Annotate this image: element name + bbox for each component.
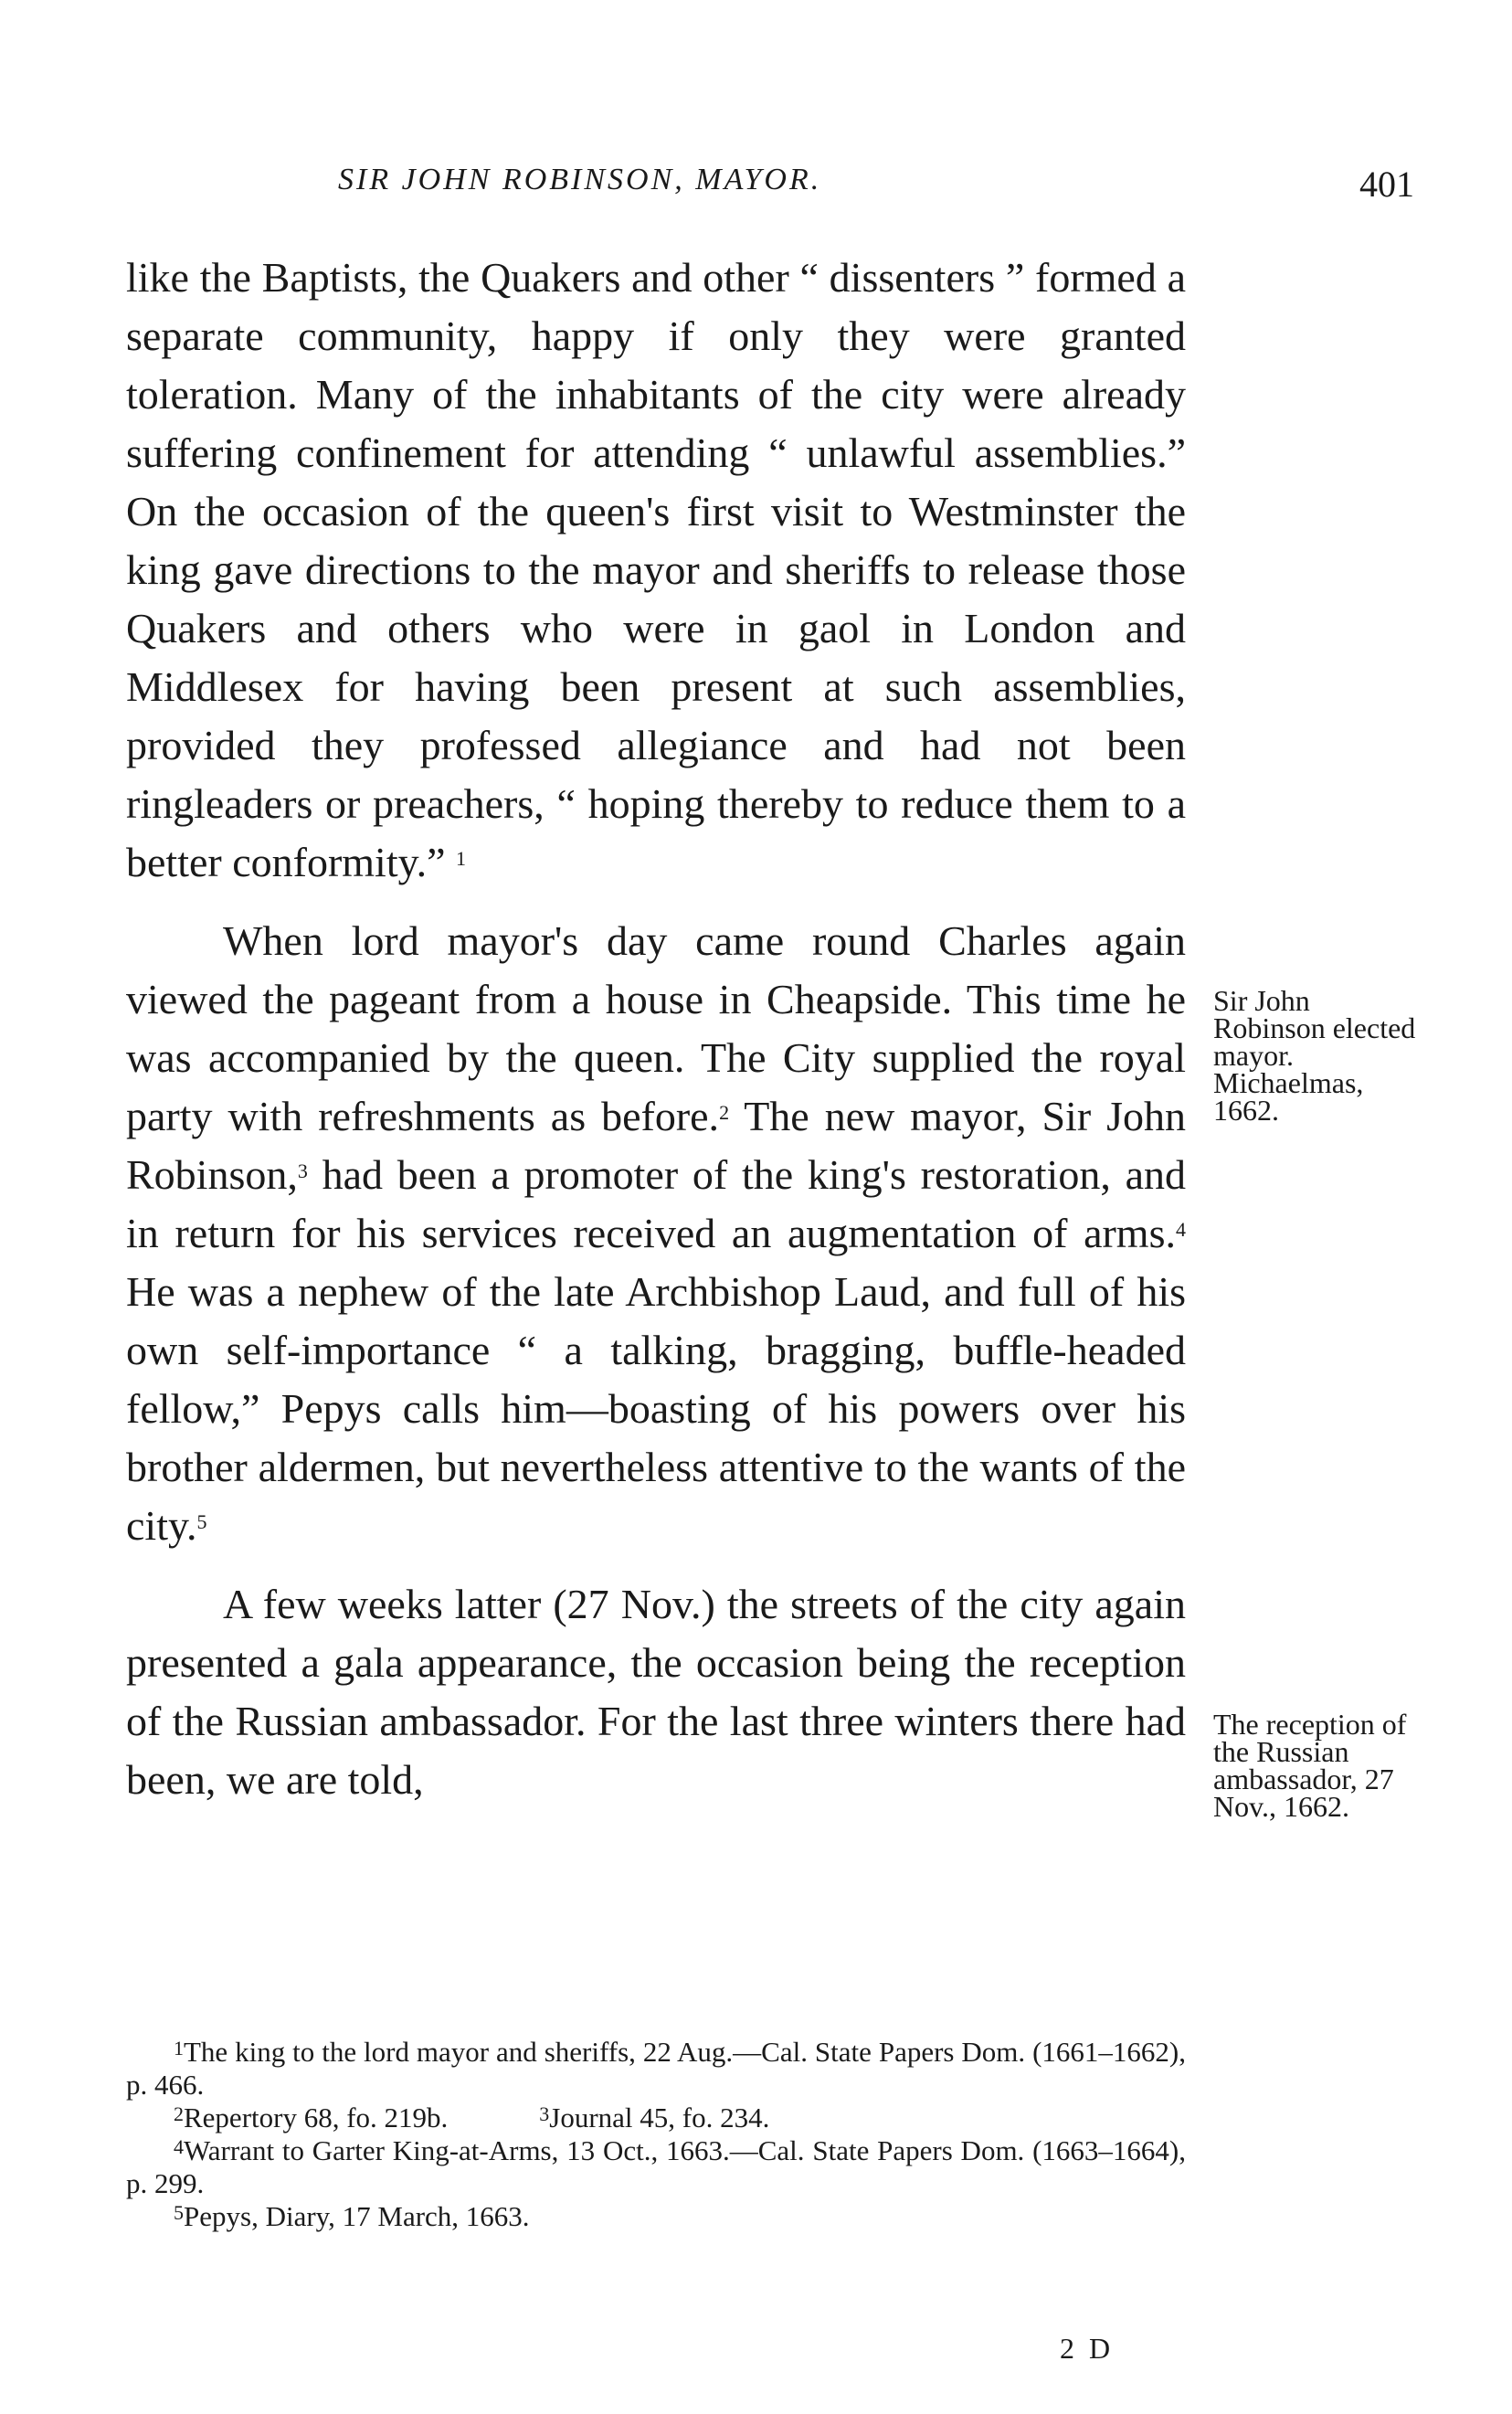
footnote-5	[126, 2200, 1186, 2233]
footnote-3-text: Journal 45, fo. 234.	[549, 2102, 770, 2133]
footnote-5-mark: 5	[174, 2201, 184, 2224]
paragraph-2-text-d: He was a nephew of the late Archbishop Laud, and full of his own self-importance “ a talking, bragging, buffle-headed fellow,” Pepys calls him—boasting of his powers over his brother aldermen, but nevertheless attentive to the wants of the city.	[126, 1268, 1186, 1549]
page-number: 401	[1359, 164, 1414, 205]
paragraph-1-text: like the Baptists, the Quakers and other “ dissenters ” formed a separate community, happy if only they were granted toleration. Many of the inhabitants of the city were already suffering confinement for attending “ unlawful assemblies.” On the occasion of the queen's first visit to Westminster the king gave directions to the mayor and sheriffs to release those Quakers and others who were in gaol in London and Middlesex for having been present at such assemblies, provided they professed allegiance and had not been ringleaders or preachers, “ hoping thereby to reduce them to a better conformity.”	[126, 254, 1186, 885]
paragraph-3-text: A few weeks latter (27 Nov.) the streets of the city again presented a gala appearance, the occasion being the reception of the Russian ambassador. For the last three winters there had been, we are told,	[126, 1581, 1186, 1803]
paragraph-2-text-b: The new mayor, Sir John Robinson,	[126, 1093, 1187, 1198]
footnote-5-text: Pepys, Diary, 17 March, 1663.	[184, 2200, 530, 2232]
running-title: SIR JOHN ROBINSON, MAYOR.	[338, 163, 822, 196]
margin-note-robinson: Sir John Robinson elected mayor. Michaelmas, 1662.	[1213, 984, 1416, 1127]
footnote-2-text: Repertory 68, fo. 219b.	[184, 2102, 449, 2133]
paragraph-3	[126, 1575, 1186, 1809]
footnote-4-text: Warrant to Garter King-at-Arms, 13 Oct., 1663.—Cal. State Papers Dom. (1663–1664), p. 299.	[126, 2134, 1186, 2199]
paragraph-2-text-c: had been a promoter of the king's restoration, and in return for his services received an augmentation of arms.	[126, 1151, 1186, 1256]
footnotes	[126, 2036, 1186, 2233]
footnote-ref-1: 1	[456, 847, 467, 870]
paragraph-2	[126, 912, 1186, 1555]
paragraph-2-text-a: When lord mayor's day came round Charles again viewed the pageant from a house in Cheapside. This time he was accompanied by the queen. The City supplied the royal party with refreshments as before.	[126, 917, 1186, 1139]
signature-mark: 2 D	[1060, 2332, 1115, 2365]
footnote-ref-5: 5	[196, 1510, 207, 1533]
footnote-ref-4: 4	[1176, 1218, 1186, 1241]
footnote-4	[126, 2134, 1186, 2200]
footnote-ref-2: 2	[719, 1101, 730, 1124]
paragraph-1	[126, 249, 1186, 892]
footnote-2-3	[126, 2102, 1186, 2134]
footnote-1-text: The king to the lord mayor and sheriffs, 22 Aug.—Cal. State Papers Dom. (1661–1662), p. 466.	[126, 2036, 1186, 2101]
page-header	[126, 163, 1414, 217]
footnote-1-mark: 1	[174, 2037, 184, 2059]
main-text	[126, 249, 1186, 1809]
footnote-1	[126, 2036, 1186, 2102]
footnote-2-mark: 2	[174, 2102, 184, 2125]
footnote-ref-3: 3	[297, 1159, 308, 1182]
footnote-4-mark: 4	[174, 2135, 184, 2158]
footnote-3-mark: 3	[539, 2102, 550, 2125]
margin-note-russian-ambassador: The reception of the Russian ambassador, 27 Nov., 1662.	[1213, 1708, 1407, 1823]
